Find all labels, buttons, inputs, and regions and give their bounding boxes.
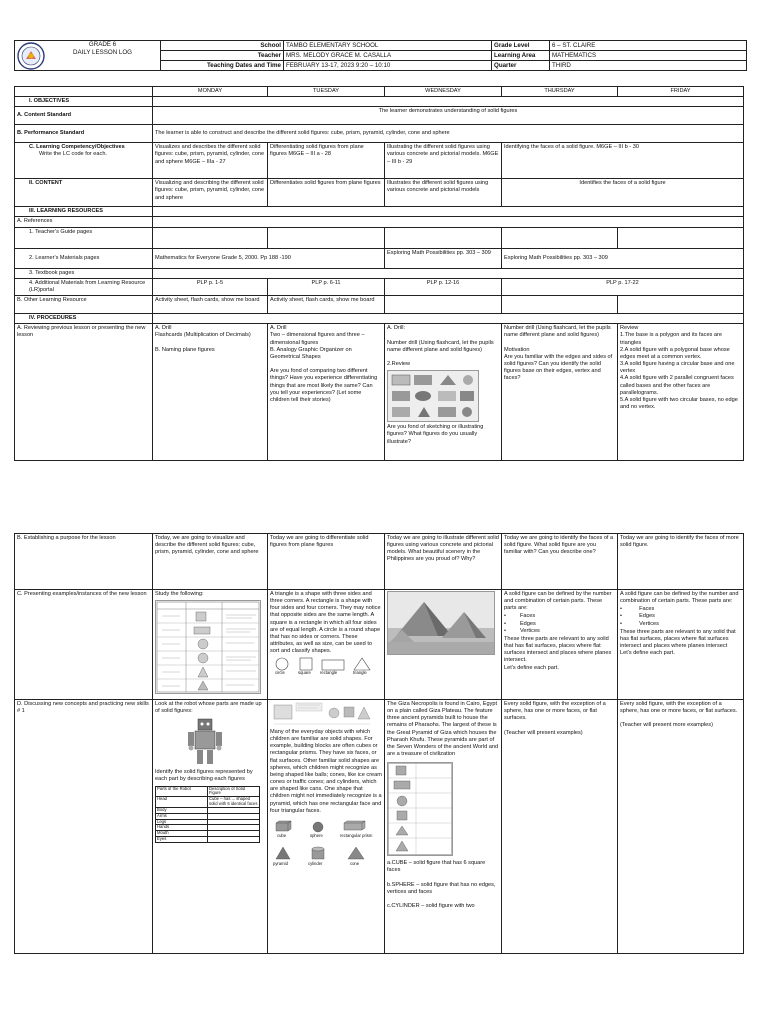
solid-figures-chart-image: [387, 762, 453, 856]
part-vertices: • Vertices: [620, 620, 659, 627]
dates-label: Teaching Dates and Time: [161, 61, 284, 71]
lc-tuesday: Differentiating solid figures from plane figures M6GE – III a - 28: [268, 143, 385, 179]
robot-parts-table: Parts of the Robot Description of Solid Figure Head Cube – has ... shaped solid with 6 identical faces Body Arms Legs Hands Mouth Eyes: [155, 786, 260, 843]
day-friday: FRIDAY: [618, 87, 744, 97]
shape-label-triangle: triangle: [353, 670, 367, 676]
tg-label: 1. Teacher's Guide pages: [15, 227, 153, 248]
references-label: A. References: [15, 217, 153, 227]
plane-shapes-illustration: [270, 657, 382, 677]
lr-monday: PLP p. 1-5: [153, 278, 268, 295]
other-tuesday: Activity sheet, flash cards, show me board: [268, 296, 385, 314]
proc-a-friday: Review 1.The base is a polygon and its faces are triangles 2.A solid figure with a polygonal base whose edges meet at a common vertex. 3.A solid figure having a circular base and one vertex 4.A solid figure with 2 parallel congruent faces called bases and the other faces are parallelograms. 5.A solid figure with two circular bases, no edge and no vertex.: [618, 324, 744, 461]
quarter-label: Quarter: [492, 61, 550, 71]
solid-label-pyramid: pyramid: [273, 860, 288, 866]
performance-standard: The learner is able to construct and describe the different solid figures: cube, prism, pyramid, cylinder, cone and sphere: [153, 125, 744, 143]
part-faces: • Faces: [620, 606, 655, 613]
content-standard-label: A. Content Standard: [15, 107, 153, 125]
day-monday: MONDAY: [153, 87, 268, 97]
parts-list-friday: [620, 606, 741, 627]
grade-title: GRADE 6: [88, 41, 117, 48]
lm-wednesday: Exploring Math Possibilities pp. 303 – 309: [385, 248, 502, 268]
proc-b-friday: Today we are going to identify the faces of more solid figure.: [618, 534, 744, 590]
lr-thursday-friday: PLP p. 17-22: [502, 278, 744, 295]
content-monday: Visualizing and describing the different solid figures: cube, prism, pyramid, cylinder, cone and sphere: [153, 179, 268, 207]
header-table: [14, 40, 747, 71]
solid-label-rectangular-prism: rectangular prism: [340, 832, 373, 838]
solid-vs-plane-image: [270, 701, 374, 729]
header-title-cell: [15, 41, 161, 71]
content-tuesday: Differentiates solid figures from plane figures: [268, 179, 385, 207]
proc-c-friday: A solid figure can be defined by the number and combination of certain parts. These parts are: • Faces • Edges • Vertices These three parts are relevant to any solid that has flat surfaces, places where flat surfaces intersect and places where planes intersect Let's define each part.: [618, 590, 744, 700]
procedures-heading: IV. PROCEDURES: [15, 314, 153, 324]
proc-d-monday: Look at the robot whose parts are made up of solid figures: Identify the solid figures represented by each part by describing each figures Parts of the Robot Description of Solid Figure Head Cube – has ... shaped solid with 6 identical faces Body Arms Legs Hands Mouth Eyes: [153, 700, 268, 954]
part-edges: • Edges: [504, 620, 536, 627]
proc-d-label: D. Discussing new concepts and practicing new skills # 1: [15, 700, 153, 954]
proc-c-monday: Study the following:: [153, 590, 268, 700]
other-resources-label: B. Other Learning Resource: [15, 296, 153, 314]
lr-label: 4. Additional Materials from Learning Resource (LR)portal: [15, 278, 153, 295]
shape-label-square: square: [298, 670, 311, 676]
proc-d-thursday: Every solid figure, with the exception of a sphere, has one or more faces, or flat surfaces. (Teacher will present examples): [502, 700, 618, 954]
solid-label-cube: cube: [277, 832, 287, 838]
proc-a-tuesday: A. Drill Two – dimensional figures and three – dimensional figures B. Analogy Graphic Organizer on Geometrical Shapes Are you fond of comparing two different things? Have you experience differentiating things that are most likely the same? Can you tell your experiences? (Let some children tell their stories): [268, 324, 385, 461]
proc-c-tuesday: A triangle is a shape with three sides and three corners. A rectangle is a shape with four sides and four corners. They may notice that opposite sides are the same length. A square is a rectangle in which all four sides are of equal length. A circle is a round shape that has no sides or corners. These attributes, as well as size, can be used to sort and classify shapes. circle square rectangle triangle: [268, 590, 385, 700]
part-faces: • Faces: [504, 613, 536, 620]
shape-label-circle: circle: [275, 670, 285, 676]
shape-label-rectangle: rectangle: [320, 670, 338, 676]
proc-c-label: C. Presenting examples/instances of the new lesson: [15, 590, 153, 700]
proc-a-label: A. Reviewing previous lesson or presenting the new lesson: [15, 324, 153, 461]
proc-b-label: B. Establishing a purpose for the lesson: [15, 534, 153, 590]
learning-area-value: MATHEMATICS: [550, 51, 747, 61]
proc-c-wednesday: [385, 590, 502, 700]
teacher-value: MRS. MELODY GRACE M. CASALLA: [284, 51, 492, 61]
lm-monday-tuesday: Mathematics for Everyone Grade 5, 2000. Pp 188 -190: [153, 248, 385, 268]
solid-label-sphere: sphere: [310, 832, 323, 838]
solid-shapes-illustration: [270, 819, 382, 875]
tb-label: 3. Textbook pages: [15, 268, 153, 278]
part-edges: • Edges: [620, 613, 655, 620]
proc-b-tuesday: Today we are going to differentiate solid figures from plane figures: [268, 534, 385, 590]
proc-d-friday: Every solid figure, with the exception of a sphere, has one or more faces, or flat surfaces. (Teacher will present more examples): [618, 700, 744, 954]
school-value: TAMBO ELEMENTARY SCHOOL: [284, 41, 492, 51]
grade-level-label: Grade Level: [492, 41, 550, 51]
proc-a-wednesday-question: Are you fond of sketching or illustrating figures? What figures do you usually illustrate?: [387, 424, 485, 445]
lesson-table-part2: [14, 533, 744, 954]
proc-a-wednesday: A. Drill: Number drill (Using flashcard, let the pupils name different plane and solid figures) 2.Review Are you fond of sketching or illustrating figures? What figures do you usually illustrate?: [385, 324, 502, 461]
lc-label-cell: [15, 143, 153, 179]
parts-list-thursday: [504, 613, 615, 634]
teacher-label: Teacher: [161, 51, 284, 61]
day-thursday: THURSDAY: [502, 87, 618, 97]
day-tuesday: TUESDAY: [268, 87, 385, 97]
proc-b-thursday: Today we are going to identify the faces of a solid figure. What solid figure are you familiar with? Can you describe one?: [502, 534, 618, 590]
solid-label-cone: cone: [350, 860, 360, 866]
day-wednesday: WEDNESDAY: [385, 87, 502, 97]
school-label: School: [161, 41, 284, 51]
content-thursday-friday: Identifies the faces of a solid figure: [502, 179, 744, 207]
grade-level-value: 6 – ST. CLAIRE: [550, 41, 747, 51]
resources-heading: III. LEARNING RESOURCES: [15, 207, 153, 217]
robot-image: [185, 717, 225, 767]
content-standard: The learner demonstrates understanding of solid figures: [153, 107, 744, 125]
giza-pyramids-image: [387, 591, 495, 655]
performance-standard-label: B. Performance Standard: [15, 125, 153, 143]
lr-wednesday: PLP p. 12-16: [385, 278, 502, 295]
content-label: II. CONTENT: [15, 179, 153, 207]
lc-label: C. Learning Competency/Objectives: [29, 144, 125, 151]
lc-monday: Visualizes and describes the different solid figures: cube, prism, pyramid, cylinder, cone and sphere M6GE – IIIa - 27: [153, 143, 268, 179]
proc-b-monday: Today, we are going to visualize and describe the different solid figures: cube, prism, pyramid, cylinder, cone and sphere: [153, 534, 268, 590]
lm-thursday-friday: Exploring Math Possibilities pp. 303 – 309: [502, 248, 744, 268]
lr-tuesday: PLP p. 6-11: [268, 278, 385, 295]
lc-sub: Write the LC code for each.: [39, 151, 107, 158]
solid-figures-table-image: [155, 600, 261, 694]
lm-label: 2. Learner's Materials pages: [15, 248, 153, 268]
proc-a-monday: A. Drill Flashcards (Multiplication of Decimals) B. Naming plane figures: [153, 324, 268, 461]
objectives-heading: I. OBJECTIVES: [15, 97, 153, 107]
lc-wednesday: Illustrating the different solid figures using various concrete and pictorial models. M6GE – III b - 29: [385, 143, 502, 179]
part-vertices: • Vertices: [504, 627, 540, 634]
proc-d-wednesday: The Giza Necropolis is found in Cairo, Egypt on a plain called Giza Plateau. The feature three ancient pyramids built to house the remains of Pharaohs. The largest of these is the Great Pyramid of Giza which houses the Pharaoh Khufu. These pyramids are part of the Seven Wonders of the ancient World and are a treasure of civilization a.CUBE – solid figure that has 6 square faces b.SPHERE – solid figure that has no edges, vertices and faces c.CYLINDER – solid figure with two: [385, 700, 502, 954]
plane-solid-figures-image: [387, 370, 479, 422]
learning-area-label: Learning Area: [492, 51, 550, 61]
dates-value: FEBRUARY 13-17, 2023 9:20 – 10:10: [284, 61, 492, 71]
proc-a-thursday: Number drill (Using flashcard, let the pupils name different plane and solid figures) Motivation Are you familiar with the edges and sides of solid figures? Can you identify the solid figures base on their edges, vertex and faces?: [502, 324, 618, 461]
dll-title: DAILY LESSON LOG: [73, 48, 132, 56]
lc-thursday-friday: Identifying the faces of a solid figure. M6GE – III b - 30: [502, 143, 744, 179]
proc-d-tuesday: Many of the everyday objects with which children are familiar are solid shapes. For example, building blocks are often cubes or rectangular prisms. They have six faces, or flat surfaces. Other familiar solid shapes are spheres, which children might recognize as being shaped like balls; cones, like ice cream cones or traffic cones; and cylinders, which are shaped like cans. One shape that children might not immediately recognize is a pyramid, which has one rectangular face and four triangular faces. cube sphere rectangular prism pyramid cylinder cone: [268, 700, 385, 954]
proc-b-wednesday: Today we are going to illustrate different solid figures using various concrete and pictorial models. What beautiful scenery in the Philippines are you proud of? Why?: [385, 534, 502, 590]
proc-c-thursday: A solid figure can be defined by the number and combination of certain parts. These parts are: • Faces • Edges • Vertices These three parts are relevant to any solid that has flat surfaces, places where flat surfaces intersect and places where planes intersect. Let's define each part.: [502, 590, 618, 700]
corner-cell: [15, 87, 153, 97]
other-monday: Activity sheet, flash cards, show me board: [153, 296, 268, 314]
quarter-value: THIRD: [550, 61, 747, 71]
solid-label-cylinder: cylinder: [308, 860, 323, 866]
lesson-table-part1: [14, 86, 744, 461]
content-wednesday: Illustrates the different solid figures using various concrete and pictorial models: [385, 179, 502, 207]
